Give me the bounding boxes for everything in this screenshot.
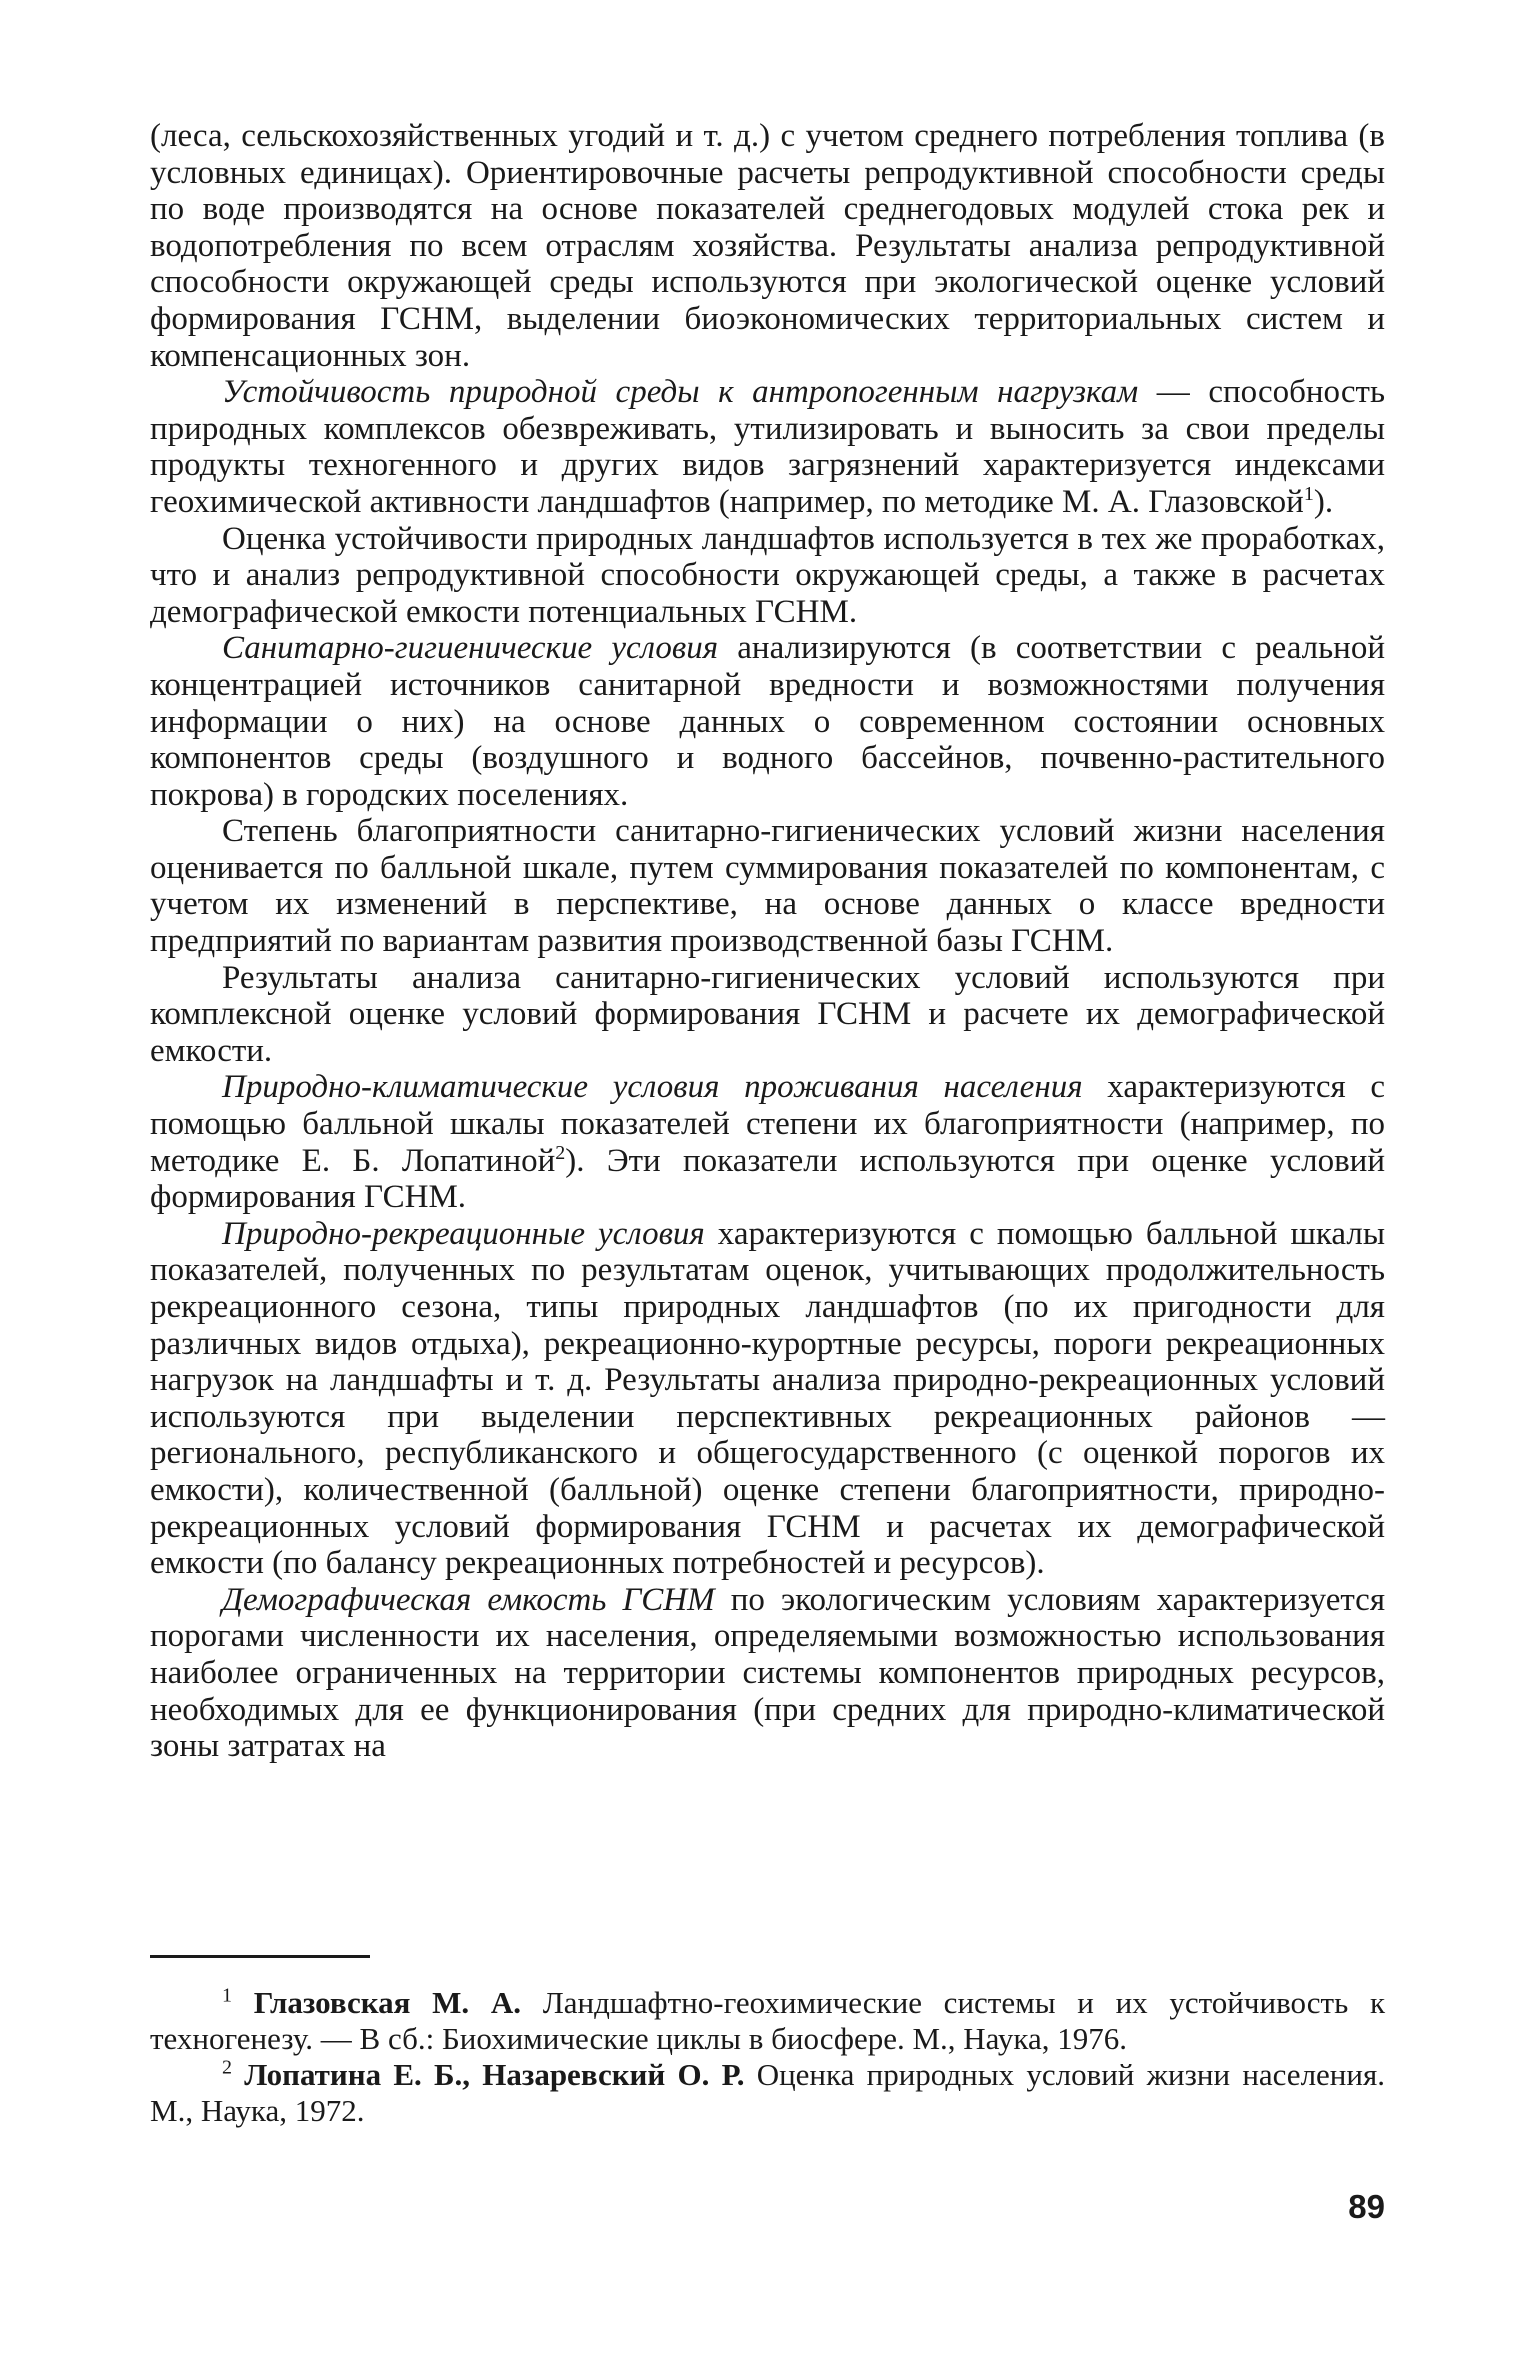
- paragraph-4-text: анализируются (в соответствии с реальной концентрацией источников санитарной вредности и возможностями получения информации о них) на основе данных о современном состоянии основных компонентов среды (воздушного и водного бассейнов, почвенно-растительного покрова) в городских поселениях.: [150, 630, 1385, 813]
- paragraph-6: Результаты анализа санитарно-гигиенических условий используются при комплексной оценке условий формирования ГСНМ и расчете их демографической емкости.: [150, 959, 1385, 1069]
- paragraph-7: [150, 1069, 1385, 1215]
- term-recreational: Природно-рекреационные условия: [222, 1215, 705, 1252]
- paragraph-4: [150, 630, 1385, 813]
- paragraph-9: [150, 1582, 1385, 1765]
- footnote-2: [150, 2057, 1385, 2129]
- footnote-mark-2: 2: [222, 2056, 232, 2079]
- paragraph-8-text: характеризуются с помощью балльной шкалы показателей, полученных по результатам оценок, учитывающих продолжительность рекреационного сезона, типы природных ландшафтов (по их пригодности для различных видов отдыха), рекреационно-курортные ресурсы, пороги рекреационных нагрузок на ландшафты и т. д. Результаты анализа природно-рекреационных условий используются при выделении перспективных рекреационных районов — регионального, республиканского и общегосударственного (с оценкой порогов их емкости), количественной (балльной) оценке степени благоприятности, природно-рекреационных условий формирования ГСНМ и расчетах их демографической емкости (по балансу рекреационных потребностей и ресурсов).: [150, 1215, 1386, 1582]
- paragraph-3: Оценка устойчивости природных ландшафтов используется в тех же проработках, что и анализ репродуктивной способности окружающей среды, а также в расчетах демографической емкости потенциальных ГСНМ.: [150, 520, 1385, 630]
- footnote-2-text: Оценка природных условий жизни населения. М., Наука, 1972.: [150, 2057, 1385, 2128]
- paragraph-2-tail: ).: [1313, 483, 1334, 520]
- footnotes: [150, 1985, 1385, 2129]
- footnote-mark-1: 1: [222, 1984, 232, 2007]
- paragraph-5: Степень благоприятности санитарно-гигиенических условий жизни населения оценивается по балльной шкале, путем суммирования показателей по компонентам, с учетом их изменений в перспективе, на основе данных о классе вредности предприятий по вариантам развития производственной базы ГСНМ.: [150, 813, 1385, 960]
- main-text: [150, 118, 1385, 1765]
- term-sanitary: Санитарно-гигиенические условия: [222, 630, 719, 667]
- paragraph-7-tail: ). Эти показатели используются при оценке условий формирования ГСНМ.: [150, 1142, 1385, 1216]
- footnote-1: [150, 1985, 1385, 2057]
- term-stability: Устойчивость природной среды к антропогенным нагрузкам: [222, 374, 1139, 411]
- paragraph-2-text: — способность природных комплексов обезвреживать, утилизировать и выносить за свои пределы продукты техногенного и других видов загрязнений характеризуется индексами геохимической активности ландшафтов (например, по методике М. А. Глазовской: [150, 374, 1385, 520]
- footnote-1-authors: Глазовская М. А.: [253, 1985, 522, 2020]
- footnote-1-text: Ландшафтно-геохимические системы и их устойчивость к техногенезу. — В сб.: Биохимические циклы в биосфере. М., Наука, 1976.: [150, 1985, 1386, 2056]
- paragraph-1: (леса, сельскохозяйственных угодий и т. д.) с учетом среднего потребления топлива (в условных единицах). Ориентировочные расчеты репродуктивной способности среды по воде производятся на основе показателей среднегодовых модулей стока рек и водопотребления по всем отраслям хозяйства. Результаты анализа репродуктивной способности окружающей среды используются при экологической оценке условий формирования ГСНМ, выделении биоэкономических территориальных систем и компенсационных зон.: [150, 118, 1385, 374]
- term-demographic: Демографическая емкость ГСНМ: [222, 1581, 715, 1618]
- page-number: 89: [1348, 2188, 1385, 2225]
- paragraph-8: [150, 1216, 1385, 1582]
- term-climatic: Природно-климатические условия проживания населения: [222, 1069, 1083, 1106]
- footnote-ref-1: 1: [1303, 482, 1314, 505]
- paragraph-7-text: характеризуются с помощью балльной шкалы показателей степени их благоприятности (например, по методике Е. Б. Лопатиной: [150, 1069, 1385, 1179]
- paragraph-2: [150, 374, 1385, 520]
- footnote-2-authors: Лопатина Е. Б., Назаревский О. Р.: [244, 2057, 745, 2092]
- footnote-ref-2: 2: [555, 1141, 566, 1164]
- paragraph-9-text: по экологическим условиям характеризуется порогами численности их населения, определяемыми возможностью использования наиболее ограниченных на территории системы компонентов природных ресурсов, необходимых для ее функционирования (при средних для природно-климатической зоны затратах на: [150, 1581, 1385, 1765]
- footnote-divider: [150, 1955, 370, 1958]
